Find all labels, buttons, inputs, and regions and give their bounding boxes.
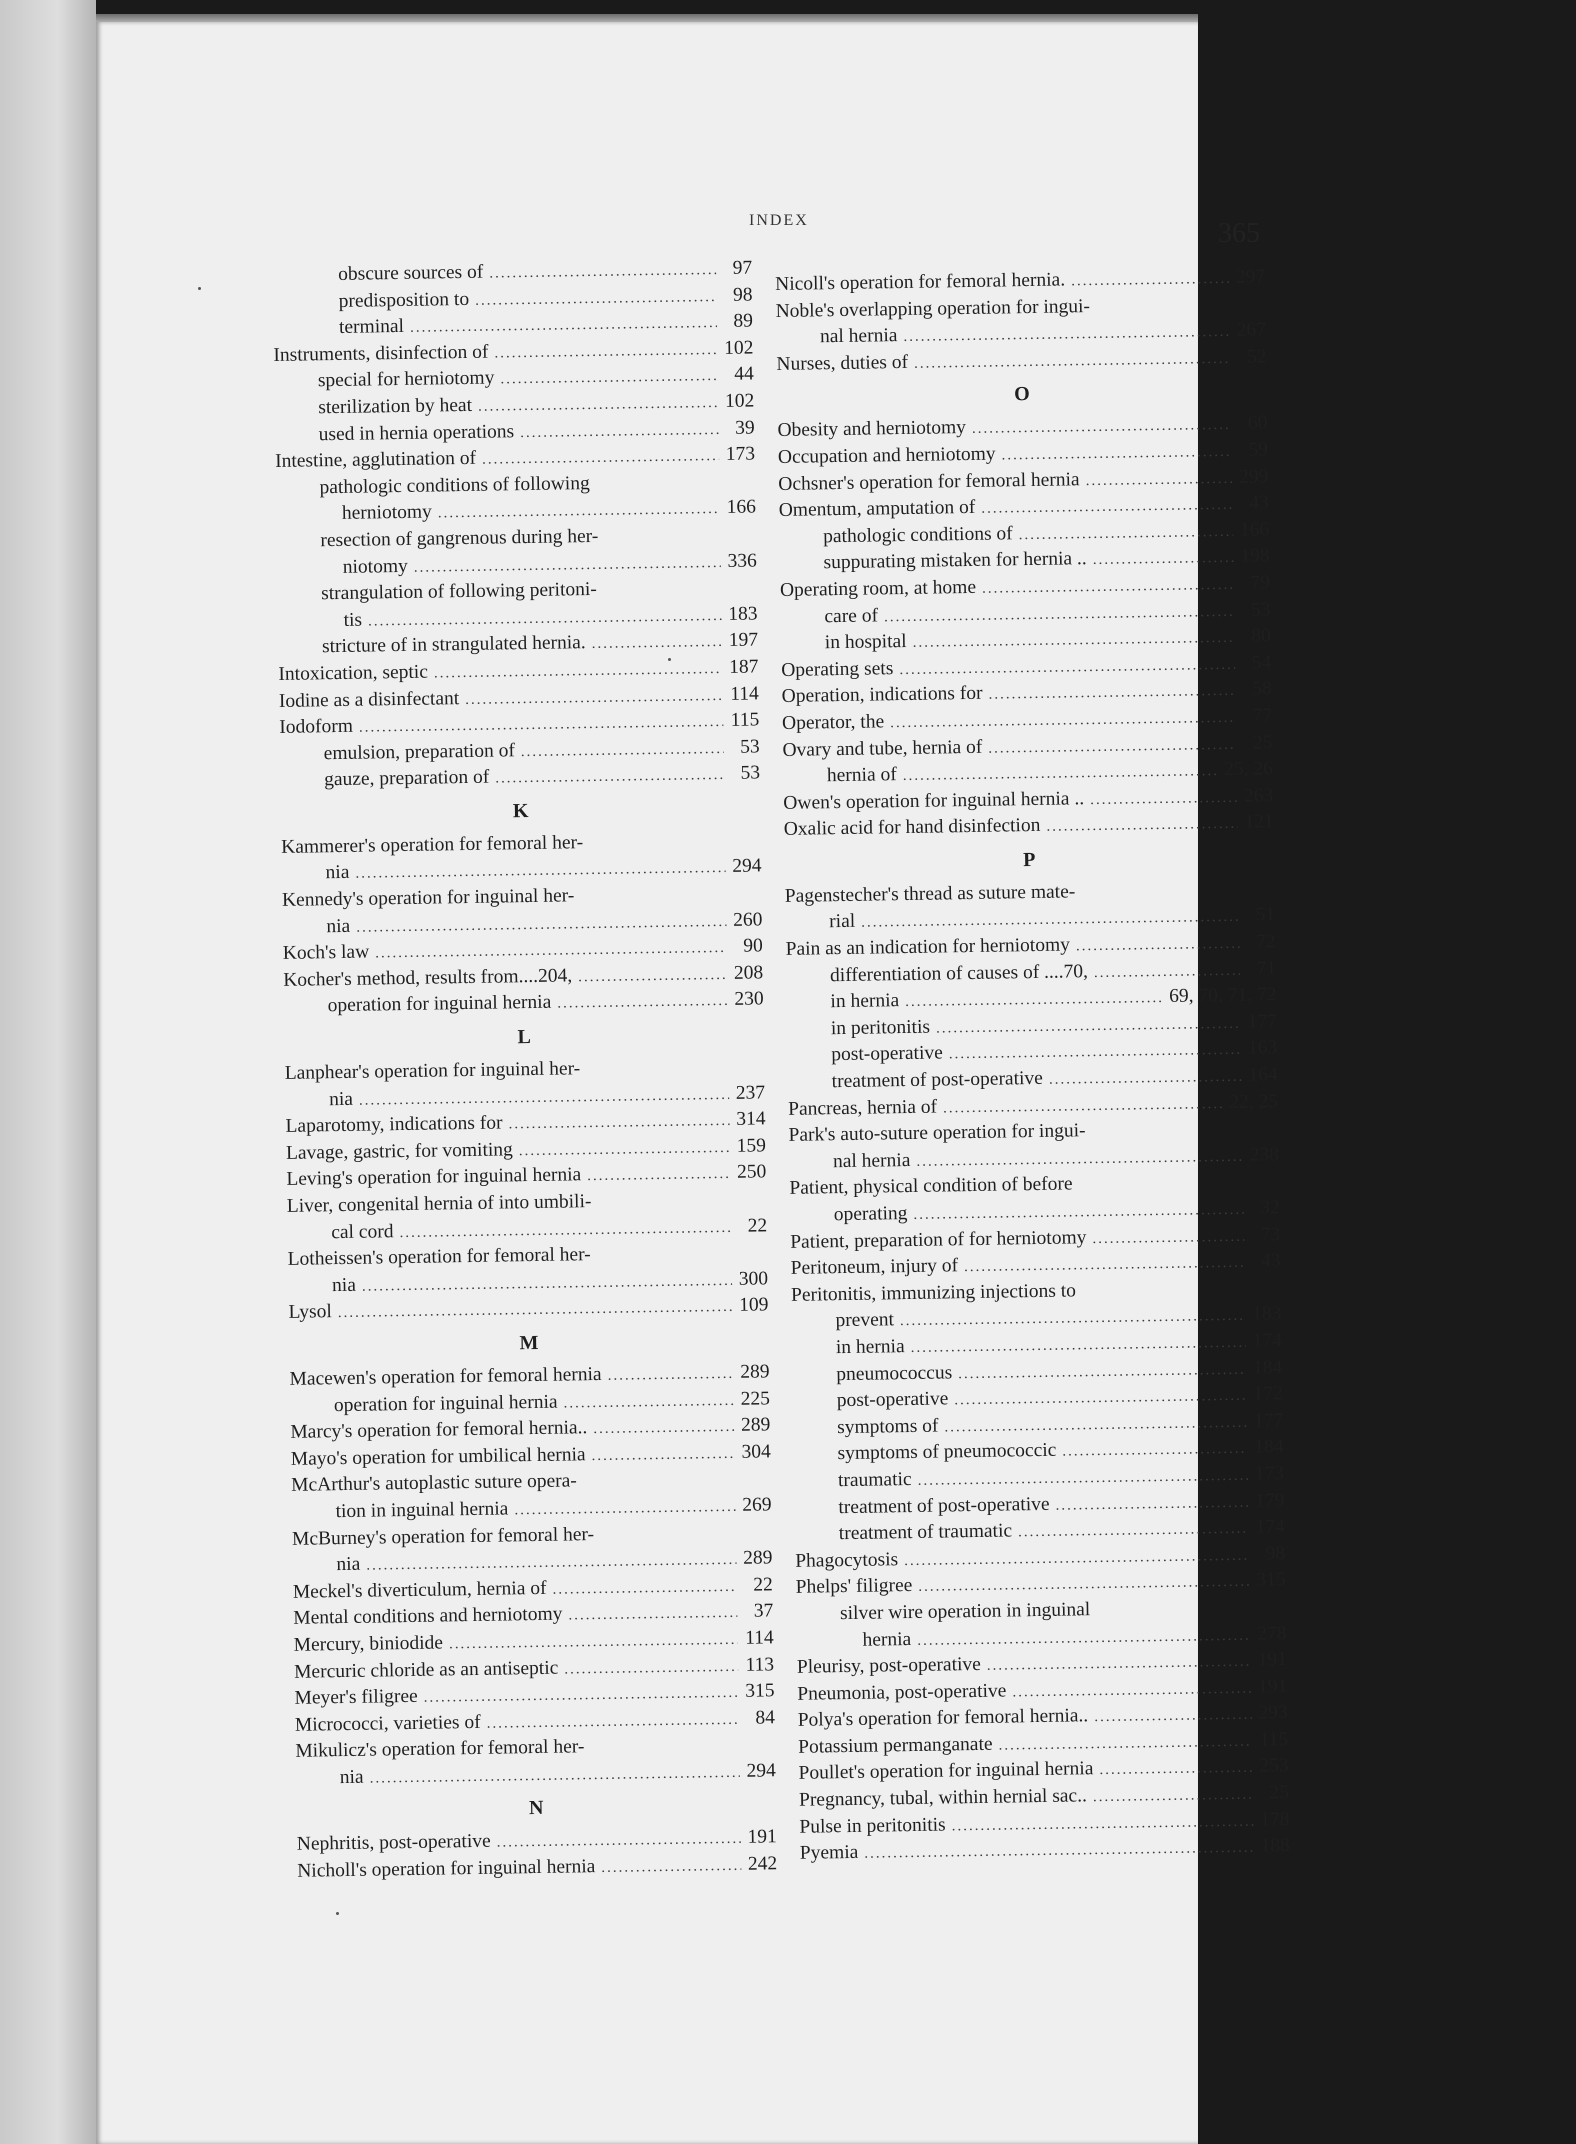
index-entry-page: 315 <box>745 1680 775 1702</box>
dot-leader <box>1093 545 1234 574</box>
index-entry-text: Operating room, at home <box>779 576 977 601</box>
index-entry-text: Kennedy's operation for inguinal her- <box>281 885 575 911</box>
index-entry-page: 293 <box>1258 1702 1288 1724</box>
index-entry-page: 60 <box>1247 412 1268 434</box>
dot-leader <box>514 1494 736 1524</box>
index-entry-page: 51 <box>1255 904 1276 926</box>
index-entry-text: Pain as an indication for herniotomy <box>785 934 1071 960</box>
index-entry-page: 22 <box>753 1574 773 1596</box>
dot-leader <box>1019 519 1234 549</box>
dot-leader <box>972 412 1232 443</box>
index-entry-page: 225 <box>740 1387 771 1410</box>
index-entry-page: 177 <box>1253 1409 1284 1432</box>
dot-leader <box>981 492 1233 523</box>
index-entry-page: 53 <box>739 736 760 758</box>
index-entry-page: 297 <box>1235 266 1266 288</box>
index-entry-text: nia <box>326 915 351 937</box>
index-entry-text: Patient, physical condition of before <box>789 1173 1073 1200</box>
index-entry-text: operating <box>833 1203 908 1226</box>
index-entry-page: 269 <box>742 1494 772 1516</box>
dot-leader <box>465 682 723 713</box>
index-entry-text: Nicoll's operation for femoral hernia. <box>775 269 1066 295</box>
index-entry-page: 174 <box>1255 1516 1285 1538</box>
scan-speck <box>336 1912 339 1915</box>
index-entry-text: in hernia <box>830 990 900 1013</box>
index-entry-text: Meyer's filigree <box>294 1685 418 1709</box>
index-entry-text: Ochsner's operation for femoral hernia <box>778 468 1080 495</box>
index-entry-page: 188 <box>1260 1835 1290 1857</box>
dot-leader <box>568 1600 737 1629</box>
dot-leader <box>414 550 721 581</box>
index-entry-page: 263 <box>1243 784 1274 807</box>
index-entry-text: Noble's overlapping operation for ingui- <box>775 295 1091 322</box>
index-entry-text: McArthur's autoplastic suture opera- <box>291 1470 577 1497</box>
dot-leader <box>478 390 719 420</box>
index-letter-heading: O <box>1014 383 1030 406</box>
dot-leader <box>1046 811 1238 841</box>
index-entry-page: 278 <box>1257 1622 1287 1645</box>
index-entry-text: nal hernia <box>819 325 898 348</box>
index-entry-text: Meckel's diverticulum, hernia of <box>292 1577 547 1603</box>
index-entry-page: 79 <box>1250 572 1271 594</box>
index-entry-page: 177 <box>1247 1011 1278 1033</box>
index-entry-page: 178 <box>1259 1808 1290 1831</box>
index-entry-page: 114 <box>744 1627 774 1649</box>
index-entry-text: Pancreas, hernia of <box>787 1096 938 1120</box>
index-letter-heading: K <box>512 799 529 823</box>
index-entry-page: 44 <box>734 363 754 386</box>
index-entry-page: 22, 25 <box>1229 1090 1279 1113</box>
index-entry-page: 71 <box>1256 957 1277 980</box>
index-entry-page: 336 <box>727 549 757 572</box>
index-entry-page: 102 <box>723 337 754 359</box>
index-entry-page: 253 <box>1259 1755 1289 1778</box>
index-entry-text: post-operative <box>836 1388 949 1412</box>
index-entry-text: Macewen's operation for femoral hernia <box>289 1363 602 1390</box>
index-entry-page: 22 <box>747 1214 768 1237</box>
index-entry-text: Phagocytosis <box>795 1548 899 1572</box>
dot-leader <box>591 1441 735 1470</box>
index-entry-text: pathologic conditions of following <box>319 472 590 499</box>
index-entry-text: Nicholl's operation for inguinal hernia <box>297 1856 596 1882</box>
index-entry-text: emulsion, preparation of <box>323 739 516 764</box>
dot-leader <box>1071 266 1229 295</box>
index-entry-text: resection of gangrenous during her- <box>320 525 599 552</box>
index-entry-text: Phelps' filigree <box>795 1575 913 1599</box>
dot-leader <box>399 1215 731 1247</box>
dot-leader <box>497 1826 742 1856</box>
index-entry-text: cal cord <box>331 1220 394 1243</box>
dot-leader <box>1062 1436 1248 1465</box>
index-entry-page: 115 <box>730 709 760 731</box>
index-entry-text: herniotomy <box>341 501 433 525</box>
dot-leader <box>998 1729 1252 1760</box>
index-entry-text: Intestine, agglutination of <box>274 447 477 473</box>
index-entry-text: Koch's law <box>282 941 370 965</box>
index-entry-text: rial <box>829 911 856 933</box>
index-entry-text: obscure sources of <box>338 261 484 285</box>
dot-leader <box>552 1574 737 1603</box>
dot-leader <box>1018 1516 1249 1546</box>
index-entry-page: 25, 26 <box>1223 758 1274 781</box>
index-entry-page: 184 <box>1252 1356 1283 1379</box>
index-entry-page: 304 <box>741 1441 771 1463</box>
dot-leader <box>1090 784 1238 813</box>
index-entry-text: nal hernia <box>832 1149 911 1173</box>
index-entry-text: Peritoneum, injury of <box>790 1255 959 1280</box>
index-entry-page: 115 <box>1259 1728 1289 1751</box>
index-entry-text: nia <box>328 1088 354 1110</box>
index-entry-text: Ovary and tube, hernia of <box>782 736 983 761</box>
index-entry-text: terminal <box>338 316 405 339</box>
index-entry-page: 113 <box>745 1653 775 1676</box>
index-entry-page: 72 <box>1255 931 1276 953</box>
index-entry-text: Pneumonia, post-operative <box>797 1680 1007 1705</box>
index-entry-text: Laparotomy, indications for <box>285 1112 503 1138</box>
index-entry-text: nia <box>325 862 350 884</box>
index-entry-page: 260 <box>732 909 763 931</box>
index-entry-text: strangulation of following peritoni- <box>321 579 598 605</box>
index-entry-text: Intoxication, septic <box>278 661 429 685</box>
index-entry-text: nia <box>336 1553 361 1576</box>
dot-leader <box>557 988 728 1017</box>
index-entry-text: in hospital <box>824 631 907 654</box>
index-entry-text: Occupation and herniotomy <box>777 443 996 468</box>
dot-leader <box>988 678 1235 708</box>
index-entry-page: 173 <box>725 443 756 466</box>
index-entry-page: 89 <box>733 310 754 332</box>
dot-leader <box>988 731 1237 761</box>
dot-leader <box>489 257 716 287</box>
index-entry-page: 97 <box>732 257 753 279</box>
scan-speck <box>668 658 671 661</box>
index-entry-page: 183 <box>728 603 758 625</box>
dot-leader <box>520 417 719 447</box>
dot-leader <box>1094 1702 1252 1731</box>
dot-leader <box>564 1653 738 1682</box>
dot-leader <box>1049 1064 1242 1094</box>
index-entry-page: 242 <box>747 1853 778 1875</box>
dot-leader <box>982 572 1234 603</box>
index-entry-text: Operation, indications for <box>781 683 983 708</box>
index-entry-page: 164 <box>1248 1064 1278 1086</box>
dot-leader <box>563 1387 734 1416</box>
index-entry-text: Polya's operation for femoral hernia.. <box>797 1705 1089 1732</box>
dot-leader <box>914 346 1231 378</box>
dot-leader <box>1094 957 1240 986</box>
index-entry-text: treatment of post-operative <box>838 1493 1050 1518</box>
index-entry-page: 294 <box>732 855 762 878</box>
index-entry-page: 25 <box>1252 731 1273 754</box>
index-entry-page: 289 <box>740 1361 770 1383</box>
dot-leader <box>1085 465 1232 494</box>
index-entry-page: 173 <box>1254 1463 1285 1485</box>
index-entry-page: 166 <box>726 496 757 519</box>
index-entry-text: Mikulicz's operation for femoral her- <box>295 1736 585 1763</box>
index-entry-text: Omentum, amputation of <box>778 497 976 522</box>
index-entry-page: 69, 70, 71, 72 <box>1169 984 1277 1008</box>
index-entry-page: 43 <box>1260 1250 1281 1272</box>
index-entry-text: care of <box>824 604 879 627</box>
index-entry-page: 172 <box>1253 1383 1283 1405</box>
index-entry-page: 166 <box>1239 519 1270 541</box>
index-entry-text: Mercuric chloride as an antiseptic <box>293 1657 559 1683</box>
index-entry-text: Nurses, duties of <box>776 351 909 375</box>
dot-leader <box>1001 439 1232 469</box>
index-entry-text: Owen's operation for inguinal hernia .. <box>783 787 1085 814</box>
index-entry-text: Mercury, biniodide <box>293 1632 444 1656</box>
dot-leader <box>578 962 727 991</box>
index-entry-text: Kammerer's operation for femoral her- <box>281 832 584 858</box>
index-letter-heading: M <box>519 1331 539 1355</box>
index-entry-page: 198 <box>1240 545 1270 568</box>
index-entry-page: 121 <box>1244 811 1274 833</box>
running-head: INDEX <box>749 212 809 229</box>
dot-leader <box>607 1361 733 1390</box>
dot-leader <box>486 1707 739 1738</box>
index-entry-page: 84 <box>755 1706 776 1729</box>
index-entry-page: 250 <box>736 1161 767 1184</box>
index-entry-text: Micrococci, varieties of <box>294 1711 481 1736</box>
index-entry-page: 230 <box>734 988 764 1011</box>
index-entry-text: Nephritis, post-operative <box>296 1831 491 1856</box>
dot-leader <box>438 496 720 527</box>
index-entry-text: Pagenstecher's thread as suture mate- <box>784 881 1076 907</box>
index-entry-page: 300 <box>738 1268 769 1290</box>
index-entry-text: niotomy <box>342 555 408 578</box>
index-entry-page: 43 <box>1249 492 1269 514</box>
index-entry-text: Lanphear's operation for inguinal her- <box>284 1058 581 1084</box>
index-entry-text: Leving's operation for inguinal hernia <box>286 1164 582 1191</box>
index-entry-page: 183 <box>1252 1303 1282 1326</box>
dot-leader <box>592 629 723 658</box>
dot-leader <box>1012 1675 1251 1705</box>
index-entry-text: Instruments, disinfection of <box>273 341 489 366</box>
index-entry-page: 39 <box>734 417 755 439</box>
dot-leader <box>521 736 724 766</box>
index-entry-text: pathologic conditions of <box>822 523 1013 548</box>
index-entry-text: Iodine as a disinfectant <box>278 687 460 712</box>
index-entry-page: 25 <box>1269 1782 1290 1804</box>
dot-leader <box>508 1108 729 1138</box>
dot-leader <box>500 363 718 393</box>
index-entry-page: 184 <box>1254 1436 1284 1458</box>
index-entry-text: silver wire operation in inguinal <box>839 1599 1091 1625</box>
dot-leader <box>482 443 719 473</box>
index-entry-text: in hernia <box>835 1336 905 1359</box>
index-entry-text: differentiation of causes of ....70, <box>829 960 1089 986</box>
index-entry-page: 58 <box>1251 678 1272 700</box>
index-entry-text: Pregnancy, tubal, within hernial sac.. <box>798 1785 1088 1811</box>
dot-leader <box>593 1414 734 1443</box>
index-entry-text: suppurating mistaken for hernia .. <box>823 548 1087 574</box>
dot-leader <box>905 985 1163 1016</box>
index-entry-text: used in hernia operations <box>318 420 515 445</box>
index-entry-text: Operator, the <box>781 711 885 734</box>
index-entry-page: 159 <box>736 1135 767 1157</box>
index-entry-page: 267 <box>1236 319 1267 341</box>
index-entry-text: tis <box>343 609 363 631</box>
index-entry-page: 73 <box>1260 1223 1281 1246</box>
index-entry-page: 59 <box>1248 439 1269 461</box>
index-entry-text: traumatic <box>837 1468 912 1492</box>
index-entry-text: Obesity and herniotomy <box>777 417 967 442</box>
index-entry-page: 174 <box>1252 1330 1283 1352</box>
index-entry-text: Pleurisy, post-operative <box>796 1654 982 1678</box>
index-entry-text: Potassium permanganate <box>798 1733 993 1758</box>
dot-leader <box>943 1091 1224 1122</box>
index-entry-text: Patient, preparation of for herniotomy <box>790 1226 1087 1253</box>
index-entry-page: 77 <box>1252 705 1273 727</box>
index-entry-page: 109 <box>739 1294 769 1317</box>
index-entry-text: hernia of <box>826 764 897 787</box>
dot-leader <box>1092 1223 1244 1252</box>
index-entry-text: Lotheissen's operation for femoral her- <box>287 1244 591 1271</box>
index-entry-page: 179 <box>1254 1489 1285 1512</box>
index-entry-text: hernia <box>862 1628 912 1651</box>
dot-leader <box>601 1853 741 1882</box>
index-entry-text: nia <box>339 1766 364 1788</box>
index-letter-heading: P <box>1022 848 1036 872</box>
index-entry-page: 187 <box>728 656 759 678</box>
index-entry-text: sterilization by heat <box>318 394 473 419</box>
index-entry-text: Operating sets <box>781 657 894 681</box>
dot-leader <box>918 1569 1250 1601</box>
index-entry-text: treatment of post-operative <box>831 1067 1044 1093</box>
index-entry-text: post-operative <box>831 1042 944 1066</box>
index-entry-text: Lavage, gastric, for vomiting <box>285 1139 514 1164</box>
index-entry-text: Peritonitis, immunizing injections to <box>790 1280 1077 1306</box>
index-entry-page: 163 <box>1247 1037 1278 1060</box>
index-column-left <box>272 255 777 1885</box>
index-entry-page: 197 <box>728 629 759 652</box>
dot-leader <box>916 1144 1243 1176</box>
index-entry-page: 37 <box>753 1600 774 1622</box>
index-entry-page: 102 <box>724 390 755 412</box>
dot-leader <box>519 1135 731 1165</box>
index-entry-text: Poullet's operation for inguinal hernia <box>798 1758 1094 1785</box>
index-entry-text: Pyemia <box>799 1842 859 1865</box>
index-entry-page: 315 <box>1256 1569 1286 1591</box>
index-entry-text: symptoms of <box>836 1415 939 1438</box>
index-entry-page: 314 <box>736 1108 766 1131</box>
index-entry-text: Mayo's operation for umbilical hernia <box>290 1443 586 1470</box>
index-entry-text: operation for inguinal hernia <box>327 992 552 1017</box>
dot-leader <box>475 284 717 314</box>
dot-leader <box>1055 1489 1248 1519</box>
index-entry-text: Kocher's method, results from....204, <box>283 965 573 991</box>
index-entry-text: Oxalic acid for hand disinfection <box>783 815 1041 841</box>
dot-leader <box>1099 1755 1253 1784</box>
index-entry-page: 52 <box>1246 346 1267 368</box>
index-entry-text: Pulse in peritonitis <box>799 1814 946 1838</box>
index-entry-text: Mental conditions and herniotomy <box>293 1603 563 1630</box>
index-letter-heading: N <box>528 1797 544 1820</box>
index-column-right <box>775 264 1290 1867</box>
index-entry-text: Liver, congenital hernia of into umbili- <box>286 1191 592 1217</box>
index-entry-page: 53 <box>740 762 761 784</box>
index-entry-text: Lysol <box>288 1301 332 1324</box>
index-entry-text: prevent <box>835 1309 895 1332</box>
scan-speck <box>198 287 201 290</box>
dot-leader <box>964 1250 1245 1281</box>
index-entry-text: tion in inguinal hernia <box>335 1498 509 1523</box>
index-entry-text: treatment of traumatic <box>838 1520 1013 1545</box>
index-entry-page: 191 <box>747 1826 777 1849</box>
index-entry-text: Marcy's operation for femoral hernia.. <box>290 1417 588 1444</box>
page-number: 365 <box>1218 218 1260 249</box>
index-entry-page: 54 <box>1251 651 1272 674</box>
dot-leader <box>495 762 724 792</box>
index-entry-page: 90 <box>743 935 763 957</box>
index-entry-page: 238 <box>1249 1144 1280 1166</box>
index-entry-page: 53 <box>1250 598 1271 621</box>
index-entry-page: 208 <box>733 962 764 984</box>
index-entry-page: 299 <box>1238 465 1269 488</box>
index-entry-page: 114 <box>730 682 759 705</box>
index-entry-page: 191 <box>1257 1649 1288 1671</box>
index-letter-heading: L <box>517 1026 532 1049</box>
index-entry-page: 289 <box>742 1547 773 1569</box>
index-entry-text: operation for inguinal hernia <box>333 1391 558 1416</box>
dot-leader <box>987 1649 1251 1680</box>
index-entry-page: 32 <box>1260 1197 1280 1219</box>
index-entry-page: 191 <box>1257 1675 1288 1698</box>
index-entry-text: symptoms of pneumococcic <box>837 1440 1057 1465</box>
dot-leader <box>494 337 717 367</box>
index-entry-page: 237 <box>735 1081 766 1104</box>
index-entry-page: 294 <box>746 1760 776 1782</box>
index-entry-page: 98 <box>732 284 753 306</box>
index-entry-text: nia <box>331 1274 357 1296</box>
index-entry-page: 98 <box>1265 1542 1286 1565</box>
index-entry-page: 80 <box>1251 625 1271 647</box>
index-entry-text: in peritonitis <box>830 1016 931 1040</box>
index-entry-text: Park's auto-suture operation for ingui- <box>788 1120 1086 1147</box>
index-entry-text: Iodoform <box>279 715 354 739</box>
index-entry-text: gauze, preparation of <box>323 766 490 791</box>
previous-page-edge <box>0 0 96 2144</box>
index-entry-text: predisposition to <box>338 288 470 312</box>
dot-leader <box>1076 931 1240 960</box>
dot-leader <box>1093 1782 1253 1811</box>
index-entry-text: special for herniotomy <box>317 367 495 392</box>
dot-leader <box>587 1161 731 1190</box>
index-entry-page: 289 <box>740 1414 771 1436</box>
index-entry-text: stricture of in strangulated hernia. <box>321 632 586 658</box>
index-entry-text: pneumococcus <box>836 1361 953 1385</box>
index-entry-text: McBurney's operation for femoral her- <box>291 1523 595 1550</box>
